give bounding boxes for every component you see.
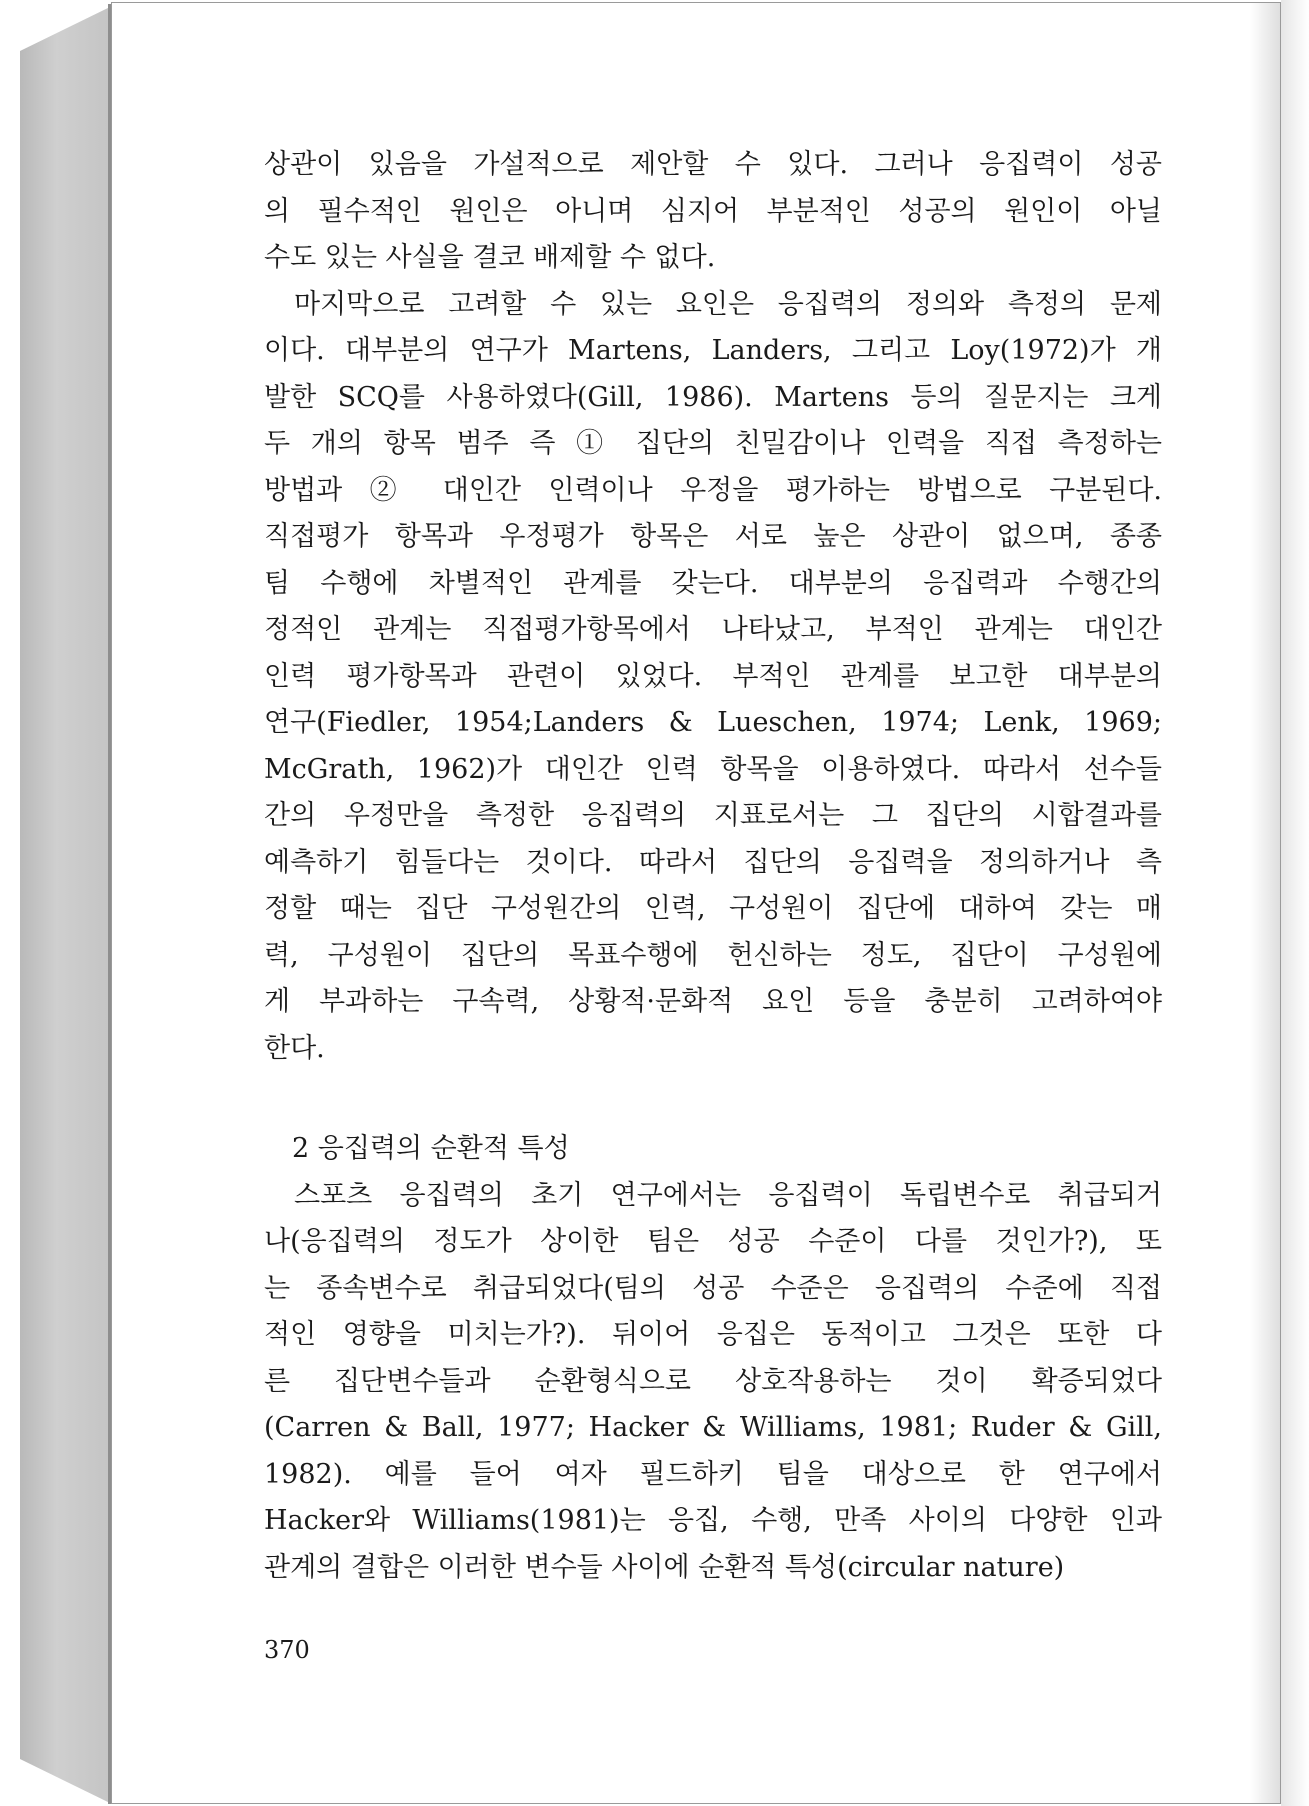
text-line: 른 집단변수들과 순환형식으로 상호작용하는 것이 확증되었다 [264,1365,1162,1397]
page-number: 370 [264,1636,310,1664]
paragraph [264,282,1162,1073]
text-line: 정할 때는 집단 구성원간의 인력, 구성원이 집단에 대하여 갖는 매 [264,893,1162,924]
text-line: 마지막으로 고려할 수 있는 요인은 응집력의 정의와 측정의 문제 [294,288,1162,320]
text-line: 는 종속변수로 취급되었다(팀의 성공 수준은 응집력의 수준에 직접 [264,1272,1162,1304]
text-line: 적인 영향을 미치는가?). 뒤이어 응집은 동적이고 그것은 또한 다 [264,1319,1162,1350]
text-line: 인력 평가항목과 관련이 있었다. 부적인 관계를 보고한 대부분의 [264,660,1162,692]
text-line: 발한 SCQ를 사용하였다(Gill, 1986). Martens 등의 질문지는 크게 [264,381,1162,413]
paragraph [264,1173,1162,1592]
page-edge-right [1281,0,1309,1806]
text-line: 상관이 있음을 가설적으로 제안할 수 있다. 그러나 응집력이 성공 [264,149,1162,180]
text-line: 연구(Fiedler, 1954;Landers & Lueschen, 1974; Lenk, 1969; [264,707,1162,738]
text-line: 게 부과하는 구속력, 상황적·문화적 요인 등을 충분히 고려하여야 [264,986,1162,1017]
page-shade [1250,3,1280,1803]
text-line: Hacker와 Williams(1981)는 응집, 수행, 만족 사이의 다양한 인과 [264,1505,1162,1536]
text-line: 이다. 대부분의 연구가 Martens, Landers, 그리고 Loy(1972)가 개 [264,335,1162,366]
text-line: 의 필수적인 원인은 아니며 심지어 부분적인 성공의 원인이 아닐 [264,195,1162,227]
text-line: 스포츠 응집력의 초기 연구에서는 응집력이 독립변수로 취급되거 [294,1179,1162,1211]
text-line: 1982). 예를 들어 여자 필드하키 팀을 대상으로 한 연구에서 [264,1458,1162,1490]
paragraph [264,142,1162,282]
page-text [264,142,1162,1591]
text-line: McGrath, 1962)가 대인간 인력 항목을 이용하였다. 따라서 선수들 [264,753,1162,785]
text-line: 관계의 결합은 이러한 변수들 사이에 순환적 특성(circular nature) [264,1551,1065,1583]
text-line: 예측하기 힘들다는 것이다. 따라서 집단의 응집력을 정의하거나 측 [264,846,1162,878]
text-line: 정적인 관계는 직접평가항목에서 나타났고, 부적인 관계는 대인간 [264,614,1162,645]
text-line: 간의 우정만을 측정한 응집력의 지표로서는 그 집단의 시합결과를 [264,800,1162,831]
text-line: 수도 있는 사실을 결코 배제할 수 없다. [264,242,716,273]
text-line: 나(응집력의 정도가 상이한 팀은 성공 수준이 다를 것인가?), 또 [264,1226,1162,1257]
text-line: 직접평가 항목과 우정평가 항목은 서로 높은 상관이 없으며, 종종 [264,521,1162,552]
text-line: 력, 구성원이 집단의 목표수행에 헌신하는 정도, 집단이 구성원에 [264,939,1162,971]
text-line: 한다. [264,1032,325,1064]
text-line: 두 개의 항목 범주 즉 ① 집단의 친밀감이나 인력을 직접 측정하는 [264,428,1162,459]
text-line: (Carren & Ball, 1977; Hacker & Williams, 1981; Ruder & Gill, [264,1412,1162,1443]
text-line: 방법과 ② 대인간 인력이나 우정을 평가하는 방법으로 구분된다. [264,474,1162,506]
book-spine [20,6,112,1804]
text-line: 팀 수행에 차별적인 관계를 갖는다. 대부분의 응집력과 수행간의 [264,567,1162,599]
section-heading: 2 응집력의 순환적 특성 [292,1133,570,1164]
